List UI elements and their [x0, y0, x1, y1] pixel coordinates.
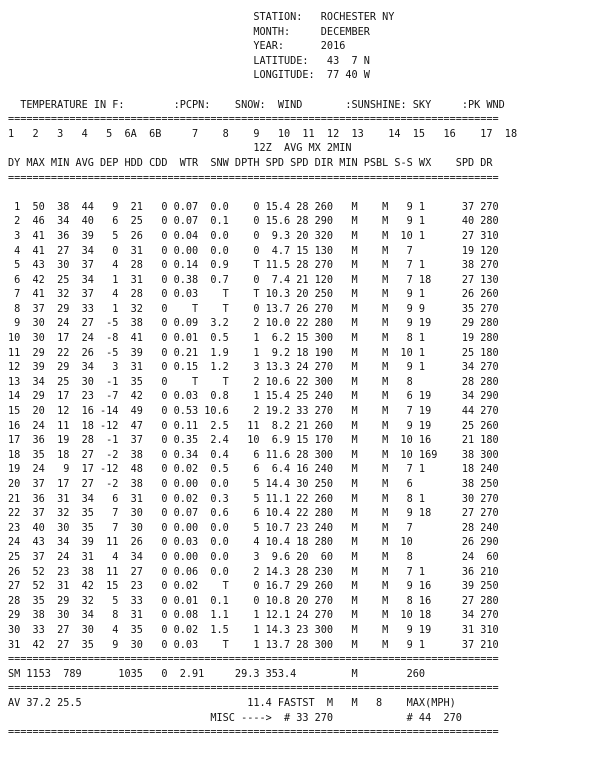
report-line: 28 35 29 32 5 33 0 0.01 0.1 0 10.8 20 270 M M 8 16 27 280 [8, 595, 499, 607]
report-line: ================================================================================ [8, 654, 499, 666]
report-line: YEAR: 2016 [8, 41, 346, 53]
report-line: 29 38 30 34 8 31 0 0.08 1.1 1 12.1 24 270 M M 10 18 34 270 [8, 610, 499, 622]
report-line: MISC ----> # 33 270 # 44 270 [8, 712, 462, 724]
report-line [8, 84, 594, 99]
report-line: LATITUDE: 43 7 N [8, 55, 370, 67]
report-line: 22 37 32 35 7 30 0 0.07 0.6 6 10.4 22 280 M M 9 18 27 270 [8, 508, 499, 520]
report-line: ================================================================================ [8, 683, 499, 695]
report-line [8, 186, 594, 201]
report-line: 18 35 18 27 -2 38 0 0.34 0.4 6 11.6 28 300 M M 10 169 38 300 [8, 449, 499, 461]
report-line: 23 40 30 35 7 30 0 0.00 0.0 5 10.7 23 240 M M 7 28 240 [8, 522, 499, 534]
report-line: 2 46 34 40 6 25 0 0.07 0.1 0 15.6 28 290 M M 9 1 40 280 [8, 216, 499, 228]
report-line: 9 30 24 27 -5 38 0 0.09 3.2 2 10.0 22 280 M M 9 19 29 280 [8, 318, 499, 330]
report-line: 8 37 29 33 1 32 0 T T 0 13.7 26 270 M M 9 9 35 270 [8, 303, 499, 315]
report-line: 11 29 22 26 -5 39 0 0.21 1.9 1 9.2 18 190 M M 10 1 25 180 [8, 347, 499, 359]
report-line: MONTH: DECEMBER [8, 26, 370, 38]
report-line: 17 36 19 28 -1 37 0 0.35 2.4 10 6.9 15 170 M M 10 16 21 180 [8, 435, 499, 447]
report-line: 15 20 12 16 -14 49 0 0.53 10.6 2 19.2 33 270 M M 7 19 44 270 [8, 406, 499, 418]
report-line: 6 42 25 34 1 31 0 0.38 0.7 0 7.4 21 120 M M 7 18 27 130 [8, 274, 499, 286]
report-line: DY MAX MIN AVG DEP HDD CDD WTR SNW DPTH SPD SPD DIR MIN PSBL S-S WX SPD DR [8, 157, 493, 169]
report-line: 12Z AVG MX 2MIN [8, 143, 352, 155]
report-line: 13 34 25 30 -1 35 0 T T 2 10.6 22 300 M M 8 28 280 [8, 376, 499, 388]
report-line: AV 37.2 25.5 11.4 FASTST M M 8 MAX(MPH) [8, 697, 456, 709]
report-line: 14 29 17 23 -7 42 0 0.03 0.8 1 15.4 25 240 M M 6 19 34 290 [8, 391, 499, 403]
report-line: 12 39 29 34 3 31 0 0.15 1.2 3 13.3 24 270 M M 9 1 34 270 [8, 362, 499, 374]
report-line: 1 50 38 44 9 21 0 0.07 0.0 0 15.4 28 260 M M 9 1 37 270 [8, 201, 499, 213]
report-line: 27 52 31 42 15 23 0 0.02 T 0 16.7 29 260 M M 9 16 39 250 [8, 581, 499, 593]
report-line: 1 2 3 4 5 6A 6B 7 8 9 10 11 12 13 14 15 16 17 18 [8, 128, 518, 140]
report-line: 31 42 27 35 9 30 0 0.03 T 1 13.7 28 300 M M 9 1 37 210 [8, 639, 499, 651]
report-line: ================================================================================ [8, 172, 499, 184]
report-line: 5 43 30 37 4 28 0 0.14 0.9 T 11.5 28 270 M M 7 1 38 270 [8, 260, 499, 272]
report-line: STATION: ROCHESTER NY [8, 12, 395, 23]
report-line: 4 41 27 34 0 31 0 0.00 0.0 0 4.7 15 130 M M 7 19 120 [8, 245, 499, 257]
report-line: 24 43 34 39 11 26 0 0.03 0.0 4 10.4 18 280 M M 10 26 290 [8, 537, 499, 549]
report-line: 10 30 17 24 -8 41 0 0.01 0.5 1 6.2 15 300 M M 8 1 19 280 [8, 333, 499, 345]
report-line: LONGITUDE: 77 40 W [8, 70, 370, 82]
report-line: 20 37 17 27 -2 38 0 0.00 0.0 5 14.4 30 250 M M 6 38 250 [8, 479, 499, 490]
report-line: ================================================================================ [8, 727, 499, 739]
report-line: 21 36 31 34 6 31 0 0.02 0.3 5 11.1 22 260 M M 8 1 30 270 [8, 493, 499, 505]
report-line: SM 1153 789 1035 0 2.91 29.3 353.4 M 260 [8, 668, 426, 680]
report-line: 7 41 32 37 4 28 0 0.03 T T 10.3 20 250 M M 9 1 26 260 [8, 289, 499, 301]
report-line: 19 24 9 17 -12 48 0 0.02 0.5 6 6.4 16 240 M M 7 1 18 240 [8, 464, 499, 476]
report-line: TEMPERATURE IN F: :PCPN: SNOW: WIND :SUNSHINE: SKY :PK WND [8, 99, 505, 111]
report-line: ================================================================================ [8, 114, 499, 126]
report-line: 26 52 23 38 11 27 0 0.06 0.0 2 14.3 28 230 M M 7 1 36 210 [8, 566, 499, 578]
report-line: 25 37 24 31 4 34 0 0.00 0.0 3 9.6 20 60 M M 8 24 60 [8, 551, 499, 563]
report-line: 30 33 27 30 4 35 0 0.02 1.5 1 14.3 23 300 M M 9 19 31 310 [8, 624, 499, 636]
report-line: 3 41 36 39 5 26 0 0.04 0.0 0 9.3 20 320 M M 10 1 27 310 [8, 230, 499, 242]
report-line: 16 24 11 18 -12 47 0 0.11 2.5 11 8.2 21 260 M M 9 19 25 260 [8, 420, 499, 432]
